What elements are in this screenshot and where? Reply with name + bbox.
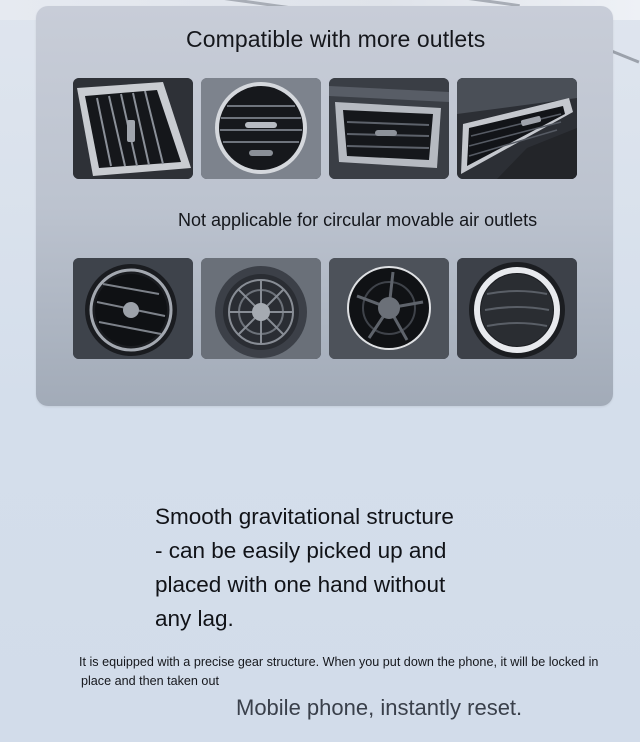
headline-line: any lag. (155, 606, 234, 631)
turbine-vent-icon (201, 258, 321, 359)
round-knob-vent-icon (73, 258, 193, 359)
rectangular-horizontal-louver-vent-icon (329, 78, 449, 179)
round-fixed-louver-vent-icon (201, 78, 321, 179)
compatible-outlets-row (73, 78, 577, 179)
tagline: Mobile phone, instantly reset. (236, 695, 523, 720)
headline-line: placed with one hand without (155, 572, 446, 597)
feature-headline (155, 500, 454, 636)
feature-description (79, 653, 619, 691)
description-line: place and then taken out (81, 674, 219, 688)
slim-horizontal-louver-vent-icon (457, 78, 577, 179)
headline-line: Smooth gravitational structure (155, 504, 454, 529)
chrome-ring-vent-icon (457, 258, 577, 359)
headline-line: - can be easily picked up and (155, 538, 447, 563)
curved-vertical-louver-vent-icon (73, 78, 193, 179)
incompatible-outlets-row (73, 258, 577, 359)
description-line: It is equipped with a precise gear structure. When you put down the phone, it will be locked in (79, 655, 599, 669)
compatibility-title: Compatible with more outlets (186, 26, 486, 52)
not-applicable-note: Not applicable for circular movable air outlets (178, 210, 538, 230)
round-spoke-vent-icon (329, 258, 449, 359)
